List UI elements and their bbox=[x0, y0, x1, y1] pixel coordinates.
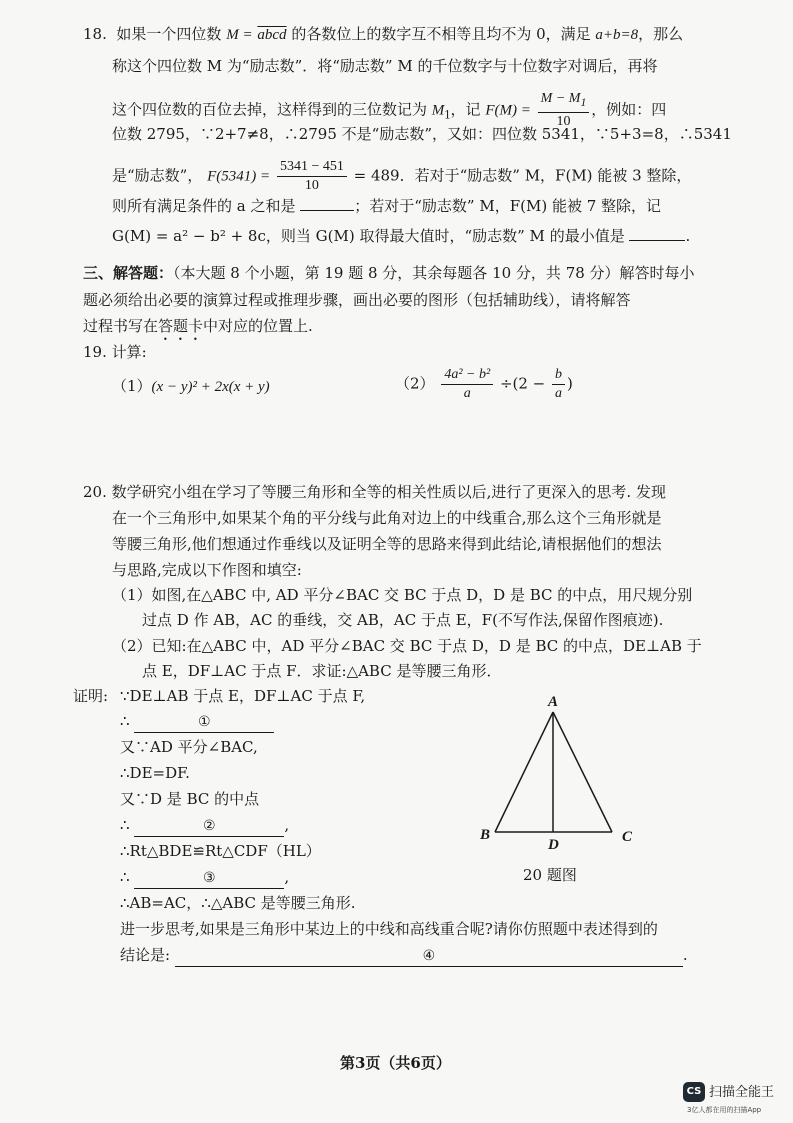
vertex-a-label: A bbox=[548, 694, 559, 710]
proof-period-4: . bbox=[682, 946, 688, 964]
q18-frac-num-text: M − M bbox=[540, 91, 581, 106]
q19-p2-small-fraction bbox=[552, 366, 565, 403]
q18-text-6b: ；若对于“励志数” M，F(M) 能被 7 整除，记 bbox=[354, 197, 662, 215]
q19-part-1 bbox=[112, 376, 270, 397]
q18-fraction-2-den: 10 bbox=[304, 178, 319, 193]
q18-blank-1[interactable] bbox=[300, 210, 354, 211]
q18-line-2: 称这个四位数 M 为“励志数”．将“励志数” M 的千位数字与十位数字对调后，再将 bbox=[112, 57, 658, 75]
sec3-title: 三、解答题： bbox=[83, 264, 174, 282]
proof-line-9: ∴AB=AC，∴△ABC 是等腰三角形. bbox=[120, 894, 356, 912]
proof-therefore-3: ∴ bbox=[120, 868, 130, 886]
q19-title: 19. 计算: bbox=[83, 343, 147, 361]
q19-p2-fden: a bbox=[555, 386, 563, 401]
q18-line-7 bbox=[112, 226, 690, 246]
proof-line-2 bbox=[120, 711, 274, 733]
q20-text-1: 数学研究小组在学习了等腰三角形和全等的相关性质以后,进行了更深入的思考. 发现 bbox=[111, 483, 666, 501]
proof-line-6 bbox=[120, 815, 289, 837]
sec3-text-3a: 过程书写在 bbox=[83, 317, 159, 335]
proof-blank-1[interactable] bbox=[134, 711, 274, 733]
q18-text-5a: 是“励志数”， bbox=[112, 166, 203, 185]
q18-fraction-2-num: 5341 − 451 bbox=[277, 158, 347, 177]
q18-text-7b: . bbox=[685, 227, 691, 245]
q18-text-7a: G(M) = a² − b² + 8c，则当 G(M) 取得最大值时，“励志数” M 的最小值是 bbox=[112, 227, 625, 245]
side-ac bbox=[553, 712, 612, 832]
q18-fraction-1-num bbox=[538, 90, 590, 113]
q18-fm: F(M) = bbox=[485, 102, 531, 119]
q20-p2-line-1: （2）已知:在△ABC 中，AD 平分∠BAC 交 BC 于点 D，D 是 BC 的中点，DE⊥AB 于 bbox=[112, 637, 702, 655]
sec3-emph: 答题卡 bbox=[158, 317, 204, 335]
q19-p2-end: ) bbox=[567, 374, 573, 393]
q20-p1-line-1: （1）如图,在△ABC 中, AD 平分∠BAC 交 BC 于点 D，D 是 BC 的中点，用尺规分别 bbox=[112, 586, 693, 604]
q18-text-3b: ，记 bbox=[450, 100, 481, 119]
proof-line-7: ∴Rt△BDE≌Rt△CDF（HL） bbox=[120, 842, 321, 860]
proof-blank-3[interactable] bbox=[134, 867, 284, 889]
sec3-text-1: （本大题 8 个小题，第 19 题 8 分，其余每题各 10 分，共 78 分）解答时每小 bbox=[173, 264, 695, 282]
q19-p1-label: （1） bbox=[112, 377, 152, 395]
vertex-c-label: C bbox=[622, 829, 633, 845]
proof-line-4: ∴DE=DF. bbox=[120, 764, 190, 782]
figure-caption: 20 题图 bbox=[523, 866, 577, 884]
point-d-label: D bbox=[548, 837, 559, 853]
q18-text-3a: 这个四位数的百位去掉，这样得到的三位数记为 bbox=[112, 100, 428, 119]
page-number: 第3页（共6页） bbox=[340, 1054, 451, 1072]
q20-p1-line-2: 过点 D 作 AB，AC 的垂线，交 AB，AC 于点 E，F(不写作法,保留作图痕迹). bbox=[142, 611, 664, 629]
q19-p2-label: （2） bbox=[395, 374, 435, 393]
proof-therefore-2: ∴ bbox=[120, 816, 130, 834]
q19-p2-mid: ÷(2 − bbox=[499, 374, 546, 393]
proof-line-5: 又∵D 是 BC 的中点 bbox=[120, 790, 260, 808]
sec3-line-2: 题必须给出必要的演算过程或推理步骤，画出必要的图形（包括辅助线），请将解答 bbox=[83, 291, 631, 309]
q18-condition: a+b=8 bbox=[595, 27, 639, 43]
q18-line-1 bbox=[83, 24, 683, 45]
q18-frac-num-sub: 1 bbox=[580, 95, 587, 109]
q19-p2-fnum: b bbox=[552, 366, 565, 385]
proof-line-10: 进一步思考,如果是三角形中某边上的中线和高线重合呢?请你仿照题中表述得到的 bbox=[120, 920, 658, 938]
proof-line-11 bbox=[120, 945, 688, 967]
q20-p2-line-2: 点 E，DF⊥AC 于点 F．求证:△ABC 是等腰三角形． bbox=[142, 662, 502, 680]
circle-4-marker: ④ bbox=[422, 948, 436, 964]
q18-text-6a: 则所有满足条件的 a 之和是 bbox=[112, 197, 296, 215]
proof-therefore-1: ∴ bbox=[120, 712, 130, 730]
camscanner-name: 扫描全能王 bbox=[709, 1085, 775, 1100]
q18-text-3c: ，例如：四 bbox=[591, 100, 667, 119]
q18-abcd: abcd bbox=[257, 27, 287, 43]
sec3-text-3b: 中对应的位置上. bbox=[203, 317, 313, 335]
triangle-diagram bbox=[470, 695, 640, 855]
proof-conclusion-label: 结论是: bbox=[120, 946, 171, 964]
q19-p2-den: a bbox=[463, 386, 471, 401]
q18-text-1b: 的各数位上的数字互不相等且均不为 0，满足 bbox=[291, 25, 591, 43]
q18-text-1c: ，那么 bbox=[638, 25, 684, 43]
q18-number: 18. bbox=[83, 25, 107, 43]
q19-p2-num: 4a² − b² bbox=[441, 366, 493, 385]
q18-fraction-2 bbox=[277, 158, 347, 195]
proof-label: 证明: bbox=[73, 687, 109, 705]
proof-blank-4[interactable] bbox=[175, 945, 683, 967]
proof-comma-3: , bbox=[284, 868, 290, 886]
proof-line-1: ∵DE⊥AB 于点 E，DF⊥AC 于点 F, bbox=[120, 687, 366, 705]
camscanner-tagline: 3亿人都在用的扫描App bbox=[687, 1106, 762, 1114]
q18-m1: M bbox=[431, 102, 445, 119]
q19-p1-expr: (x − y)² + 2x(x + y) bbox=[151, 379, 270, 395]
q20-number: 20. bbox=[83, 483, 107, 501]
vertex-b-label: B bbox=[480, 827, 491, 843]
circle-2-marker: ② bbox=[203, 818, 216, 834]
q19-p2-fraction bbox=[441, 366, 493, 403]
q20-line-3: 等腰三角形,他们想通过作垂线以及证明全等的思路来得到此结论,请根据他们的想法 bbox=[112, 535, 662, 553]
q18-m-eq: M = bbox=[226, 27, 253, 43]
proof-blank-2[interactable] bbox=[134, 815, 284, 837]
q20-line-1 bbox=[83, 482, 666, 502]
q18-f5341: F(5341) = bbox=[207, 168, 271, 185]
camscanner-logo-icon: CS bbox=[683, 1082, 705, 1102]
side-ab bbox=[495, 712, 553, 832]
q18-text-5b: = 489．若对于“励志数” M，F(M) 能被 3 整除， bbox=[353, 166, 692, 185]
circle-3-marker: ③ bbox=[203, 870, 216, 886]
proof-line-3: 又∵AD 平分∠BAC, bbox=[120, 738, 258, 756]
q18-line-4: 位数 2795，∵2+7≠8，∴2795 不是“励志数”，又如：四位数 5341，∵5+3=8，∴5341 bbox=[112, 125, 732, 143]
q18-blank-2[interactable] bbox=[629, 240, 685, 241]
q20-line-2: 在一个三角形中,如果某个角的平分线与此角对边上的中线重合,那么这个三角形就是 bbox=[112, 509, 662, 527]
q18-fraction-1-den: 10 bbox=[556, 113, 571, 129]
q18-line-5 bbox=[112, 158, 691, 195]
sec3-line-3 bbox=[83, 316, 313, 344]
sec3-line-1 bbox=[83, 263, 695, 283]
circle-1-marker: ① bbox=[198, 714, 211, 730]
camscanner-watermark bbox=[683, 1078, 787, 1118]
q19-part-2 bbox=[395, 366, 573, 403]
proof-line-8 bbox=[120, 867, 289, 889]
proof-comma-2: , bbox=[284, 816, 290, 834]
q18-text-1a: 如果一个四位数 bbox=[116, 25, 222, 43]
q20-line-4: 与思路,完成以下作图和填空: bbox=[112, 561, 302, 579]
q18-line-6 bbox=[112, 196, 661, 216]
q18-m1-sub: 1 bbox=[444, 107, 451, 122]
